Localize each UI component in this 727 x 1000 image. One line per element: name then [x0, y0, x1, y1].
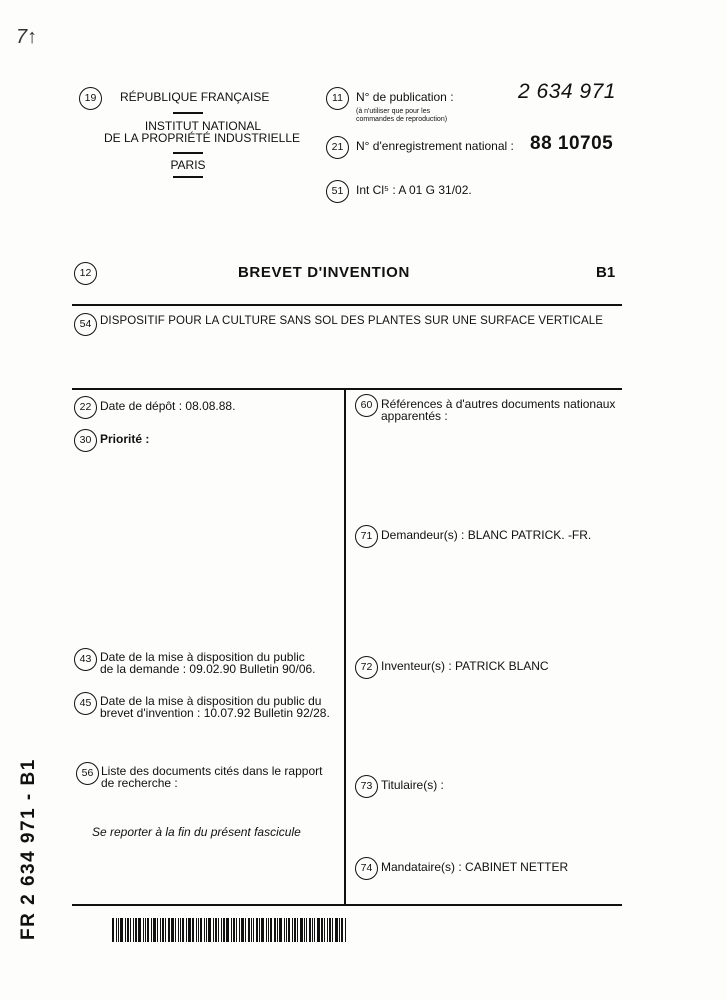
barcode-bar: [321, 918, 323, 942]
barcode-bar: [309, 918, 311, 942]
barcode-bar: [306, 918, 307, 942]
code-73-circle: 73: [355, 775, 378, 798]
publication-note-2: commandes de reproduction): [356, 116, 448, 123]
barcode-bar: [266, 918, 267, 942]
header-divider-3: [173, 176, 203, 178]
barcode-bar: [297, 918, 298, 942]
filing-date: Date de dépôt : 08.08.88.: [100, 399, 236, 413]
barcode-bar: [135, 918, 137, 942]
barcode-bar: [196, 918, 197, 942]
barcode-bar: [253, 918, 254, 942]
barcode-bar: [198, 918, 199, 942]
table-bottom-rule: [72, 904, 622, 906]
barcode-bar: [312, 918, 313, 942]
publication-43-line2: de la demande : 09.02.90 Bulletin 90/06.: [100, 662, 316, 676]
side-publication-label: FR 2 634 971 - B1: [18, 758, 39, 940]
publication-43-line1: Date de la mise à disposition du public: [100, 650, 305, 664]
barcode-bar: [204, 918, 205, 942]
holder: Titulaire(s) :: [381, 778, 444, 792]
int-classification: Int Cl⁵ : A 01 G 31/02.: [356, 183, 472, 197]
barcode-bar: [147, 918, 149, 942]
barcode-bar: [233, 918, 235, 942]
cited-docs-line1: Liste des documents cités dans le rapport: [101, 764, 323, 778]
code-43-circle: 43: [74, 648, 97, 671]
barcode-bar: [182, 918, 184, 942]
barcode-bar: [192, 918, 194, 942]
barcode-bar: [186, 918, 187, 942]
barcode-bar: [127, 918, 129, 942]
code-54-circle: 54: [74, 313, 97, 336]
barcode-bar: [341, 918, 343, 942]
agent: Mandataire(s) : CABINET NETTER: [381, 860, 569, 874]
institute-line2: DE LA PROPRIÉTÉ INDUSTRIELLE: [103, 131, 301, 145]
barcode-bar: [236, 918, 237, 942]
registration-label: N° d'enregistrement national :: [356, 139, 514, 153]
barcode-bar: [317, 918, 320, 942]
barcode-bar: [145, 918, 146, 942]
registration-number: 88 10705: [530, 133, 614, 154]
publication-note-1: (à n'utiliser que pour les: [356, 108, 431, 115]
barcode-bar: [231, 918, 232, 942]
barcode-bar: [223, 918, 225, 942]
publication-number: 2 634 971: [518, 80, 616, 103]
cited-docs-note: Se reporter à la fin du présent fascicule: [92, 825, 301, 839]
barcode-bar: [171, 918, 174, 942]
barcode-bar: [251, 918, 252, 942]
document-kind: B1: [596, 264, 616, 281]
table-center-rule: [344, 388, 346, 905]
barcode-bar: [345, 918, 346, 942]
header-divider-2: [173, 152, 203, 154]
code-11-circle: 11: [326, 87, 349, 110]
barcode: [112, 918, 372, 942]
barcode-bar: [256, 918, 258, 942]
institute-line1: INSTITUT NATIONAL: [144, 119, 262, 133]
publication-45-line1: Date de la mise à disposition du public du: [100, 694, 322, 708]
barcode-bar: [277, 918, 278, 942]
barcode-bar: [261, 918, 264, 942]
subject-text: DISPOSITIF POUR LA CULTURE SANS SOL DES PLANTES SUR UNE SURFACE VERTICALE: [100, 315, 603, 327]
city: PARIS: [170, 158, 206, 172]
barcode-bar: [160, 918, 161, 942]
barcode-bar: [215, 918, 217, 942]
barcode-bar: [175, 918, 176, 942]
barcode-bar: [180, 918, 181, 942]
barcode-bar: [178, 918, 179, 942]
barcode-bar: [288, 918, 290, 942]
barcode-bar: [314, 918, 315, 942]
references-line1: Références à d'autres documents nationaux: [381, 397, 616, 411]
code-22-circle: 22: [74, 396, 97, 419]
country-name: RÉPUBLIQUE FRANÇAISE: [120, 90, 270, 104]
barcode-bar: [165, 918, 166, 942]
barcode-bar: [335, 918, 338, 942]
barcode-bar: [130, 918, 131, 942]
barcode-bar: [339, 918, 340, 942]
barcode-bar: [292, 918, 293, 942]
code-74-circle: 74: [355, 857, 378, 880]
barcode-bar: [332, 918, 333, 942]
barcode-bar: [248, 918, 250, 942]
barcode-bar: [213, 918, 214, 942]
applicant: Demandeur(s) : BLANC PATRICK. -FR.: [381, 528, 592, 542]
barcode-bar: [208, 918, 211, 942]
barcode-bar: [116, 918, 117, 942]
barcode-bar: [168, 918, 170, 942]
barcode-bar: [274, 918, 276, 942]
barcode-bar: [268, 918, 269, 942]
barcode-bar: [188, 918, 191, 942]
barcode-bar: [300, 918, 303, 942]
barcode-bar: [206, 918, 207, 942]
barcode-bar: [151, 918, 152, 942]
barcode-bar: [133, 918, 134, 942]
code-45-circle: 45: [74, 692, 97, 715]
code-30-circle: 30: [74, 429, 97, 452]
barcode-bar: [226, 918, 229, 942]
barcode-bar: [270, 918, 272, 942]
barcode-bar: [143, 918, 144, 942]
publication-45-line2: brevet d'invention : 10.07.92 Bulletin 92/28.: [100, 706, 330, 720]
cited-docs-line2: de recherche :: [101, 776, 178, 790]
code-72-circle: 72: [355, 656, 378, 679]
barcode-bar: [324, 918, 325, 942]
barcode-bar: [120, 918, 123, 942]
barcode-bar: [125, 918, 126, 942]
barcode-bar: [218, 918, 219, 942]
code-56-circle: 56: [76, 762, 99, 785]
barcode-bar: [118, 918, 119, 942]
code-19-circle: 19: [79, 87, 102, 110]
barcode-bar: [286, 918, 287, 942]
barcode-bar: [241, 918, 244, 942]
barcode-bar: [245, 918, 246, 942]
header-divider-1: [173, 112, 203, 114]
barcode-bar: [239, 918, 240, 942]
code-21-circle: 21: [326, 136, 349, 159]
barcode-bar: [329, 918, 331, 942]
barcode-bar: [327, 918, 328, 942]
publication-label: N° de publication :: [356, 90, 454, 104]
table-top-rule: [72, 388, 622, 390]
barcode-bar: [294, 918, 296, 942]
barcode-bar: [153, 918, 156, 942]
barcode-bar: [112, 918, 114, 942]
barcode-bar: [138, 918, 141, 942]
code-60-circle: 60: [355, 394, 378, 417]
barcode-bar: [162, 918, 164, 942]
barcode-bar: [279, 918, 282, 942]
references-line2: apparentés :: [381, 409, 448, 423]
barcode-bar: [259, 918, 260, 942]
barcode-bar: [304, 918, 305, 942]
code-51-circle: 51: [326, 180, 349, 203]
title-rule: [72, 304, 622, 306]
document-title: BREVET D'INVENTION: [238, 264, 410, 281]
barcode-bar: [200, 918, 202, 942]
priority-label: Priorité :: [100, 432, 150, 446]
code-12-circle: 12: [74, 262, 97, 285]
corner-mark: 7↑: [16, 26, 38, 48]
barcode-bar: [284, 918, 285, 942]
barcode-bar: [157, 918, 158, 942]
inventor: Inventeur(s) : PATRICK BLANC: [381, 659, 549, 673]
barcode-bar: [221, 918, 222, 942]
code-71-circle: 71: [355, 525, 378, 548]
